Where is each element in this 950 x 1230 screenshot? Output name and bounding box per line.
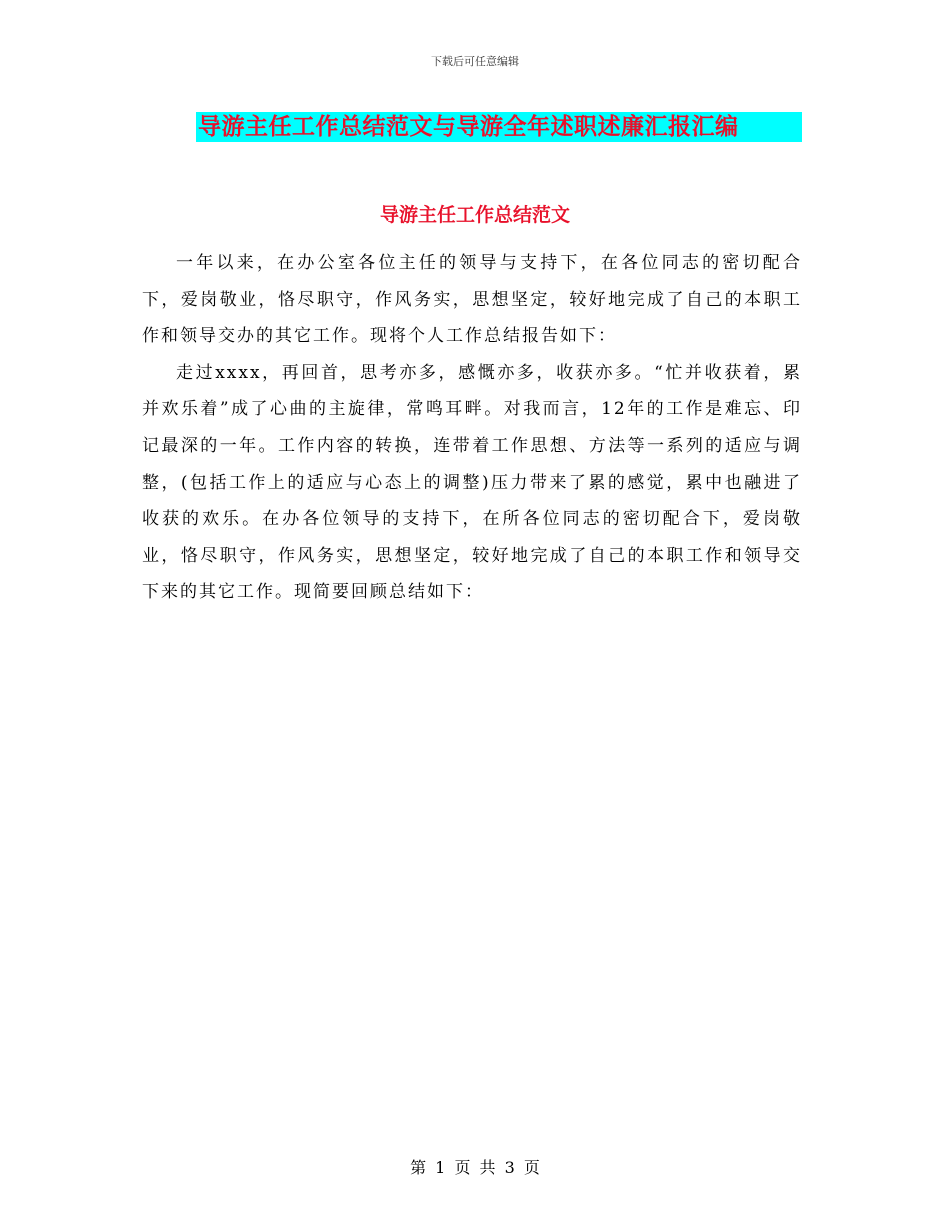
document-body: [142, 245, 802, 611]
header-note: 下载后可任意编辑: [431, 55, 519, 68]
document-main-title: 导游主任工作总结范文与导游全年述职述廉汇报汇编: [196, 112, 802, 142]
section-title: 导游主任工作总结范文: [379, 204, 570, 226]
page-footer: 第 1 页 共 3 页: [410, 1158, 540, 1177]
paragraph-1: 一年以来，在办公室各位主任的领导与支持下，在各位同志的密切配合下，爱岗敬业，恪尽职守，作风务实，思想坚定，较好地完成了自己的本职工作和领导交办的其它工作。现将个人工作总结报告如下：: [142, 253, 802, 347]
paragraph-2: 走过xxxx，再回首，思考亦多，感慨亦多，收获亦多。“忙并收获着，累并欢乐着”成了心曲的主旋律，常鸣耳畔。对我而言，12年的工作是难忘、印记最深的一年。工作内容的转换，连带着工作思想、方法等一系列的适应与调整，(包括工作上的适应与心态上的调整)压力带来了累的感觉，累中也融进了收获的欢乐。在办各位领导的支持下，在所各位同志的密切配合下，爱岗敬业，恪尽职守，作风务实，思想坚定，较好地完成了自己的本职工作和领导交下来的其它工作。现简要回顾总结如下：: [142, 362, 802, 603]
